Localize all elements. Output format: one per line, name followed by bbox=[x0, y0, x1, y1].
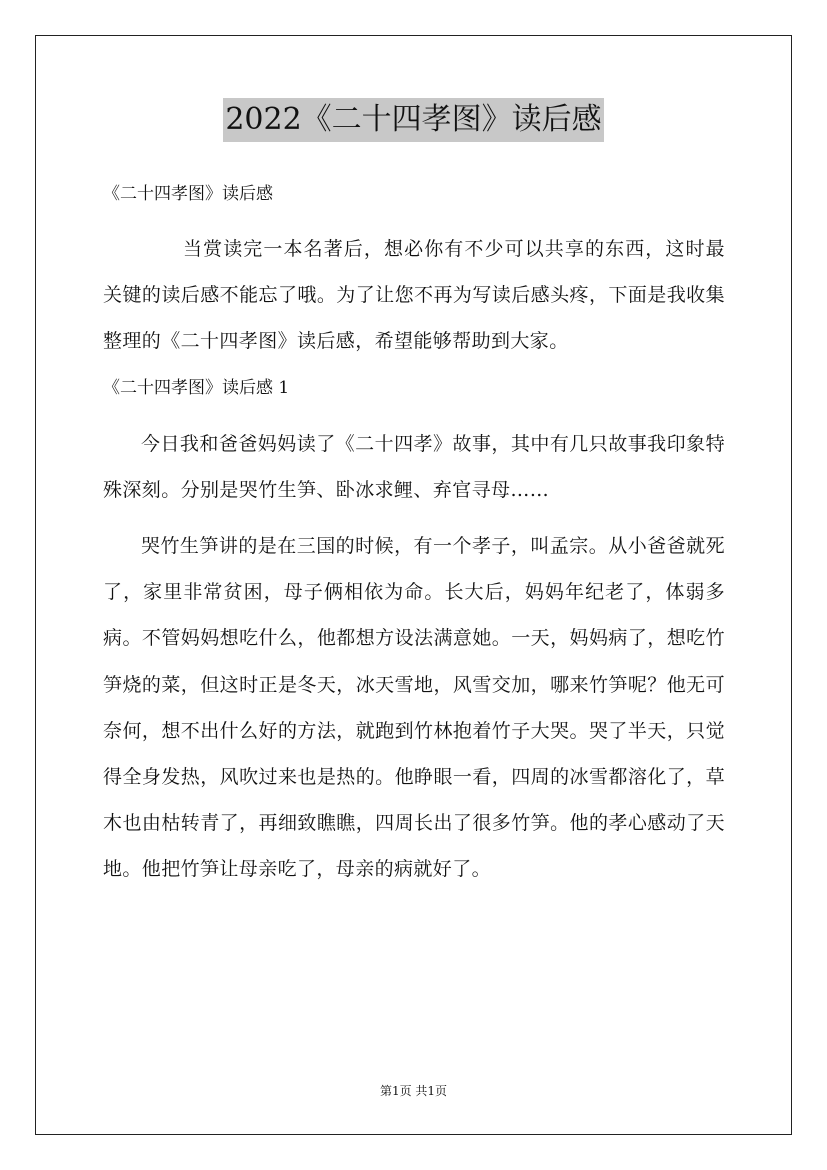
document-body bbox=[103, 170, 725, 893]
body-paragraph-1: 今日我和爸爸妈妈读了《二十四孝》故事，其中有几只故事我印象特殊深刻。分别是哭竹生笋、卧冰求鲤、弃官寻母…… bbox=[103, 432, 725, 501]
body-paragraph-2: 哭竹生笋讲的是在三国的时候，有一个孝子，叫孟宗。从小爸爸就死了，家里非常贫困，母子俩相依为命。长大后，妈妈年纪老了，体弱多病。不管妈妈想吃什么，他都想方设法满意她。一天，妈妈病了，想吃竹笋烧的菜，但这时正是冬天，冰天雪地，风雪交加，哪来竹笋呢？他无可奈何，想不出什么好的方法，就跑到竹林抱着竹子大哭。哭了半天，只觉得全身发热，风吹过来也是热的。他睁眼一看，四周的冰雪都溶化了，草木也由枯转青了，再细致瞧瞧，四周长出了很多竹笋。他的孝心感动了天地。他把竹笋让母亲吃了，母亲的病就好了。 bbox=[103, 535, 725, 881]
title-container bbox=[0, 98, 827, 142]
intro-paragraph: 当赏读完一本名著后，想必你有不少可以共享的东西，这时最关键的读后感不能忘了哦。为了让您不再为写读后感头疼，下面是我收集整理的《二十四孝图》读后感，希望能够帮助到大家。 bbox=[103, 238, 725, 353]
section-heading: 《二十四孝图》读后感 1 bbox=[103, 377, 290, 398]
page-footer: 第1页 共1页 bbox=[379, 1084, 448, 1098]
document-title: 2022《二十四孝图》读后感 bbox=[223, 98, 603, 142]
document-subtitle: 《二十四孝图》读后感 bbox=[103, 184, 273, 204]
